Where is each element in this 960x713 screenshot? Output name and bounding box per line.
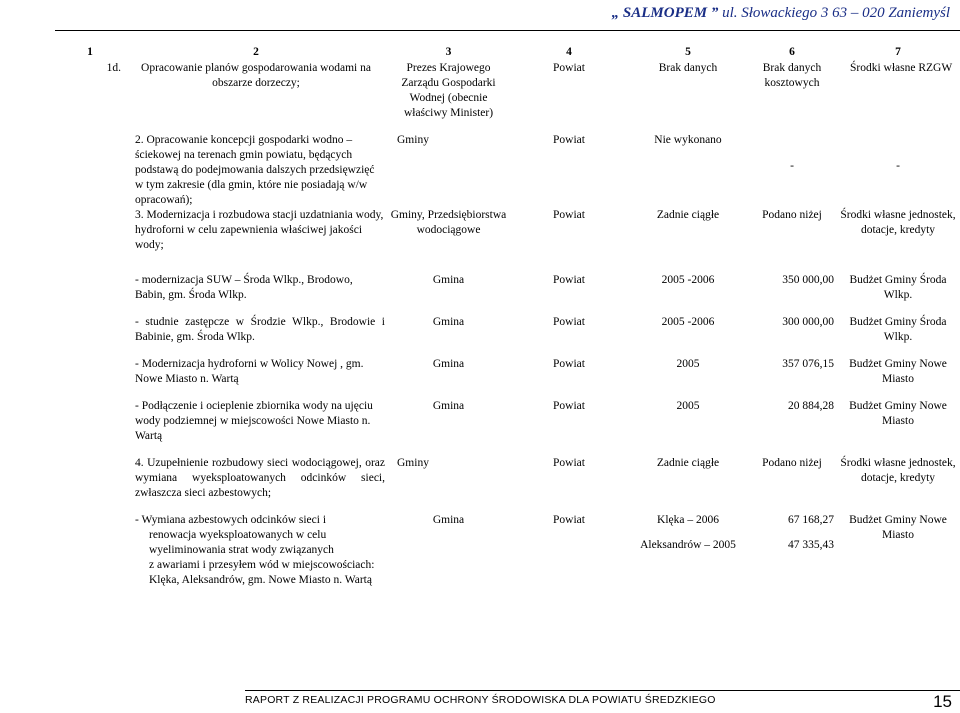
task-description: - Modernizacja hydroforni w Wolicy Nowej , gm. Nowe Miasto n. Wartą [135,358,364,385]
funding-source: Budżet Gminy Nowe Miasto [849,400,947,427]
table-row [55,273,960,303]
execution-period [628,513,748,588]
document-header [612,0,950,30]
cooperating-unit: Powiat [553,134,585,146]
cost-value: Podano niżej [762,209,822,221]
cooperating-unit: Powiat [553,62,585,74]
execution-period: 2005 [676,358,700,370]
table-row [55,208,960,253]
responsible-unit: Gminy [397,134,429,146]
measures-table [55,45,960,588]
task-description: - modernizacja SUW – Środa Wlkp., Brodowo, Babin, gm. Środa Wlkp. [135,274,353,301]
funding-source: Budżet Gminy Środa Wlkp. [849,274,947,301]
period-line: Aleksandrów – 2005 [640,539,736,551]
column-number: 6 [789,46,795,58]
task-description: - Podłączenie i ocieplenie zbiornika wody na ujęciu wody podziemnej w miejscowości Nowe Miasto n. Wartą [135,400,373,442]
page-number: 15 [933,692,952,711]
execution-period: 2005 [676,400,700,412]
column-number: 2 [253,46,259,58]
cooperating-unit: Powiat [553,400,585,412]
task-line: - Wymiana azbestowych odcinków sieci i [135,514,327,526]
cooperating-unit: Powiat [553,209,585,221]
task-description [125,513,387,588]
company-name: „ SALMOPEM ” [611,5,719,21]
report-title: RAPORT Z REALIZACJI PROGRAMU OCHRONY ŚRODOWISKA DLA POWIATU ŚREDZKIEGO [245,694,716,706]
column-number: 5 [685,46,691,58]
cost-value: Brak danych kosztowych [762,62,822,89]
table-row [55,399,960,444]
cooperating-unit: Powiat [553,274,585,286]
cost-value: Podano niżej [762,457,822,469]
funding-source: Środki własne jednostek, dotacje, kredyty [840,209,956,236]
funding-source: Budżet Gminy Środa Wlkp. [849,316,947,343]
task-line: z awariami i przesyłem wód w miejscowościach: Klęka, Aleksandrów, gm. Nowe Miasto n. Wartą [149,559,375,586]
cooperating-unit: Powiat [553,514,585,526]
cost-value: 357 076,15 [782,358,834,370]
cost-value: 300 000,00 [782,316,834,328]
company-address: ul. Słowackiego 3 63 – 020 Zaniemyśl [718,5,950,21]
responsible-unit: Gminy, Przedsiębiorstwa wodociągowe [390,209,507,236]
table-row [55,133,960,208]
cost-value [748,513,836,588]
column-number: 3 [445,46,452,58]
responsible-unit: Gmina [432,400,465,412]
funding-source: Środki własne RZGW [850,62,953,74]
footer-rule [245,690,960,691]
table-row [55,357,960,387]
execution-status: Nie wykonano [654,134,722,146]
header-rule [55,30,960,31]
column-number-row [55,45,960,61]
row-label: 1d. [106,62,121,74]
responsible-unit: Gmina [432,358,465,370]
execution-period: 2005 -2006 [661,274,715,286]
column-number: 1 [87,46,93,58]
cooperating-unit: Powiat [553,316,585,328]
table-row [55,513,960,588]
funding-source: Budżet Gminy Nowe Miasto [849,358,947,385]
funding-source: Środki własne jednostek, dotacje, kredyty [840,457,956,484]
task-description: 3. Modernizacja i rozbudowa stacji uzdatniania wody, hydroforni w celu zapewnienia właściwej jakości wody; [135,209,384,251]
responsible-unit: Prezes Krajowego Zarządu Gospodarki Wodnej (obecnie właściwy Minister) [401,62,496,119]
funding-source: - [896,160,900,172]
cooperating-unit: Powiat [553,358,585,370]
responsible-unit: Gminy [397,457,429,469]
table-row [55,315,960,345]
column-number: 4 [566,46,572,58]
funding-source: Budżet Gminy Nowe Miasto [849,514,947,541]
task-description: - studnie zastępcze w Środzie Wlkp., Brodowie i Babinie, gm. Środa Wlkp. [135,316,385,343]
cost-value: - [790,160,794,172]
execution-status: Zadnie ciągłe [656,457,720,469]
period-line: Klęka – 2006 [657,514,719,526]
responsible-unit: Gmina [432,514,465,526]
column-number: 7 [895,46,901,58]
cooperating-unit: Powiat [553,457,585,469]
table-row [55,61,960,121]
responsible-unit: Gmina [432,274,465,286]
execution-status: Zadnie ciągłe [656,209,720,221]
task-description: 4. Uzupełnienie rozbudowy sieci wodociągowej, oraz wymiana wyeksploatowanych odcinków sieci, zwłaszcza sieci azbestowych; [135,457,385,499]
cost-line: 67 168,27 [788,514,834,526]
cost-line: 47 335,43 [788,539,834,551]
task-line: renowacja wyeksploatowanych w celu wyeliminowania strat wody związanych [149,529,334,556]
task-description: Opracowanie planów gospodarowania wodami na obszarze dorzeczy; [141,62,371,89]
responsible-unit: Gmina [432,316,465,328]
cost-value: 20 884,28 [788,400,834,412]
task-description: 2. Opracowanie koncepcji gospodarki wodno – ściekowej na terenach gmin powiatu, będących podstawą do podejmowania dalszych przedsięwzięć w tym zakresie (dla gmin, które nie posiadają w/w opracowań); [135,134,375,206]
cost-value: 350 000,00 [782,274,834,286]
execution-period: 2005 -2006 [661,316,715,328]
execution-status: Brak danych [658,62,718,74]
table-row [55,456,960,501]
